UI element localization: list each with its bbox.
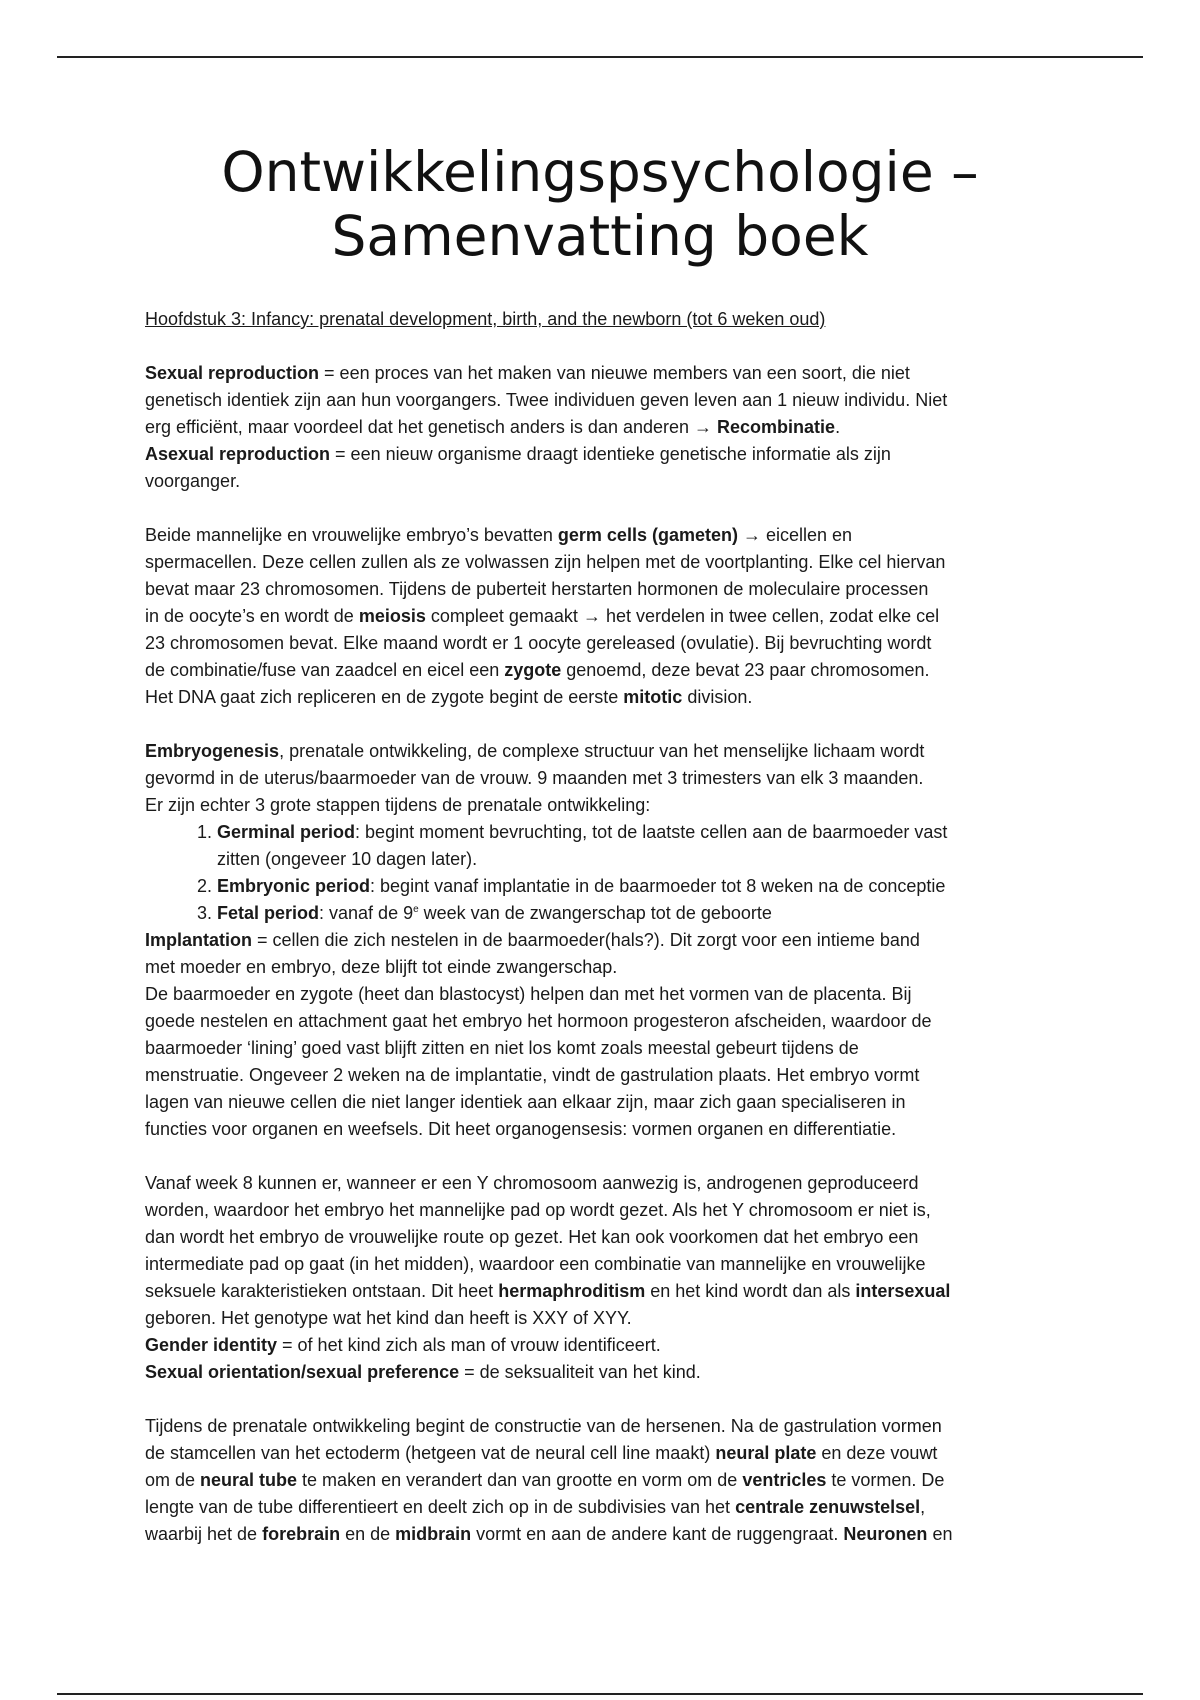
text-line: om de neural tube te maken en verandert dan van grootte en vorm om de ventricles te vormen. De: [145, 1470, 945, 1490]
paragraph-germ-cells: [145, 522, 1065, 711]
bottom-rule: [57, 1693, 1143, 1695]
text-line: goede nestelen en attachment gaat het embryo het hormoon progesteron afscheiden, waardoor de: [145, 1011, 932, 1031]
list-item: 3. Fetal period: vanaf de 9e week van de zwangerschap tot de geboorte: [217, 900, 1065, 927]
text-line: in de oocyte’s en wordt de meiosis compleet gemaakt → het verdelen in twee cellen, zodat elke cel: [145, 606, 940, 626]
text-line: gevormd in de uterus/baarmoeder van de vrouw. 9 maanden met 3 trimesters van elk 3 maanden.: [145, 768, 924, 788]
term-sexual-reproduction: Sexual reproduction: [145, 363, 320, 383]
text-line: de stamcellen van het ectoderm (hetgeen vat de neural cell line maakt) neural plate en deze vouwt: [145, 1443, 938, 1463]
text-line: met moeder en embryo, deze blijft tot einde zwangerschap.: [145, 957, 618, 977]
term-implantation: Implantation: [145, 930, 252, 950]
term-sexual-orientation: Sexual orientation/sexual preference: [145, 1362, 460, 1382]
text-line: Het DNA gaat zich repliceren en de zygote begint de eerste mitotic division.: [145, 687, 753, 707]
text-line: menstruatie. Ongeveer 2 weken na de implantatie, vindt de gastrulation plaats. Het embryo vormt: [145, 1065, 920, 1085]
text-line: genetisch identiek zijn aan hun voorgangers. Twee individuen geven leven aan 1 nieuw individu. Niet: [145, 390, 948, 410]
title-line-2: Samenvatting boek: [331, 204, 869, 268]
text-line: spermacellen. Deze cellen zullen als ze volwassen zijn helpen met de voortplanting. Elke cel hiervan: [145, 552, 946, 572]
title-line-1: Ontwikkelingspsychologie –: [221, 140, 979, 204]
term-neuronen: Neuronen: [843, 1524, 928, 1544]
text-line: 23 chromosomen bevat. Elke maand wordt er 1 oocyte gereleased (ovulatie). Bij bevruchting wordt: [145, 633, 932, 653]
term-germ-cells: germ cells (gameten): [557, 525, 738, 545]
term-intersexual: intersexual: [855, 1281, 951, 1301]
term-hermaphroditism: hermaphroditism: [498, 1281, 646, 1301]
term-recombinatie: Recombinatie: [717, 417, 836, 437]
text-line: Embryogenesis, prenatale ontwikkeling, de complexe structuur van het menselijke lichaam wordt: [145, 741, 925, 761]
text-line: geboren. Het genotype wat het kind dan heeft is XXY of XYY.: [145, 1308, 632, 1328]
term-neural-tube: neural tube: [200, 1470, 298, 1490]
term-meiosis: meiosis: [358, 606, 426, 626]
term-centrale-zenuwstelsel: centrale zenuwstelsel: [735, 1497, 921, 1517]
text-line: Er zijn echter 3 grote stappen tijdens de prenatale ontwikkeling:: [145, 795, 651, 815]
text-line: erg efficiënt, maar voordeel dat het genetisch anders is dan anderen → Recombinatie.: [145, 417, 841, 437]
list-item: 2. Embryonic period: begint vanaf implantatie in de baarmoeder tot 8 weken na de conceptie: [217, 873, 1065, 900]
term-mitotic: mitotic: [623, 687, 683, 707]
text-line: seksuele karakteristieken ontstaan. Dit heet hermaphroditism en het kind wordt dan als intersexual: [145, 1281, 951, 1301]
text-line: Sexual orientation/sexual preference = de seksualiteit van het kind.: [145, 1362, 701, 1382]
term-embryogenesis: Embryogenesis: [145, 741, 280, 761]
text-line: functies voor organen en weefsels. Dit heet organogensesis: vormen organen en differentiatie.: [145, 1119, 897, 1139]
paragraph-androgens: [145, 1170, 1065, 1386]
term-gender-identity: Gender identity: [145, 1335, 278, 1355]
chapter-heading: Hoofdstuk 3: Infancy: prenatal development, birth, and the newborn (tot 6 weken oud): [145, 309, 826, 329]
text-line: De baarmoeder en zygote (heet dan blastocyst) helpen dan met het vormen van de placenta. Bij: [145, 984, 912, 1004]
text-line: Vanaf week 8 kunnen er, wanneer er een Y chromosoom aanwezig is, androgenen geproduceerd: [145, 1173, 919, 1193]
top-rule: [57, 56, 1143, 58]
text-line: Sexual reproduction = een proces van het maken van nieuwe members van een soort, die niet: [145, 363, 910, 383]
text-line: lengte van de tube differentieert en deelt zich op in de subdivisies van het centrale zenuwstelsel,: [145, 1497, 926, 1517]
text-line: Implantation = cellen die zich nestelen in de baarmoeder(hals?). Dit zorgt voor een intieme band: [145, 930, 920, 950]
term-embryonic-period: Embryonic period: [217, 876, 371, 896]
paragraph-reproduction: [145, 360, 1065, 495]
text-line: waarbij het de forebrain en de midbrain vormt en aan de andere kant de ruggengraat. Neuronen en: [145, 1524, 953, 1544]
text-line: Beide mannelijke en vrouwelijke embryo’s bevatten germ cells (gameten) → eicellen en: [145, 525, 853, 545]
term-neural-plate: neural plate: [715, 1443, 817, 1463]
text-line: lagen van nieuwe cellen die niet langer identiek aan elkaar zijn, maar zich gaan specialiseren in: [145, 1092, 906, 1112]
paragraph-implantation: [145, 927, 1065, 1143]
term-zygote: zygote: [504, 660, 562, 680]
term-ventricles: ventricles: [742, 1470, 827, 1490]
document-body: [145, 306, 1065, 1548]
text-line: dan wordt het embryo de vrouwelijke route op gezet. Het kan ook voorkomen dat het embryo een: [145, 1227, 919, 1247]
document-title: [60, 140, 1140, 268]
term-forebrain: forebrain: [262, 1524, 341, 1544]
text-line: baarmoeder ‘lining’ goed vast blijft zitten en niet los komt zoals meestal gebeurt tijdens de: [145, 1038, 859, 1058]
term-asexual-reproduction: Asexual reproduction: [145, 444, 331, 464]
term-fetal-period: Fetal period: [217, 903, 320, 923]
text-line: worden, waardoor het embryo het mannelijke pad op wordt gezet. Als het Y chromosoom er niet is,: [145, 1200, 931, 1220]
text-line: voorganger.: [145, 471, 241, 491]
text-line: Tijdens de prenatale ontwikkeling begint de constructie van de hersenen. Na de gastrulation vormen: [145, 1416, 942, 1436]
text-line: intermediate pad op gaat (in het midden), waardoor een combinatie van mannelijke en vrouwelijke: [145, 1254, 926, 1274]
list-item: 1. Germinal period: begint moment bevruchting, tot de laatste cellen aan de baarmoeder vast zitten (ongeveer 10 dagen later).: [217, 819, 1065, 873]
paragraph-brain: [145, 1413, 1065, 1548]
term-germinal-period: Germinal period: [217, 822, 356, 842]
text-line: bevat maar 23 chromosomen. Tijdens de puberteit herstarten hormonen de moleculaire processen: [145, 579, 929, 599]
term-midbrain: midbrain: [395, 1524, 472, 1544]
text-line: de combinatie/fuse van zaadcel en eicel een zygote genoemd, deze bevat 23 paar chromosomen.: [145, 660, 930, 680]
paragraph-embryogenesis: [145, 738, 1065, 927]
period-list: [145, 819, 1065, 927]
text-line: Gender identity = of het kind zich als man of vrouw identificeert.: [145, 1335, 661, 1355]
text-line: Asexual reproduction = een nieuw organisme draagt identieke genetische informatie als zijn: [145, 444, 891, 464]
